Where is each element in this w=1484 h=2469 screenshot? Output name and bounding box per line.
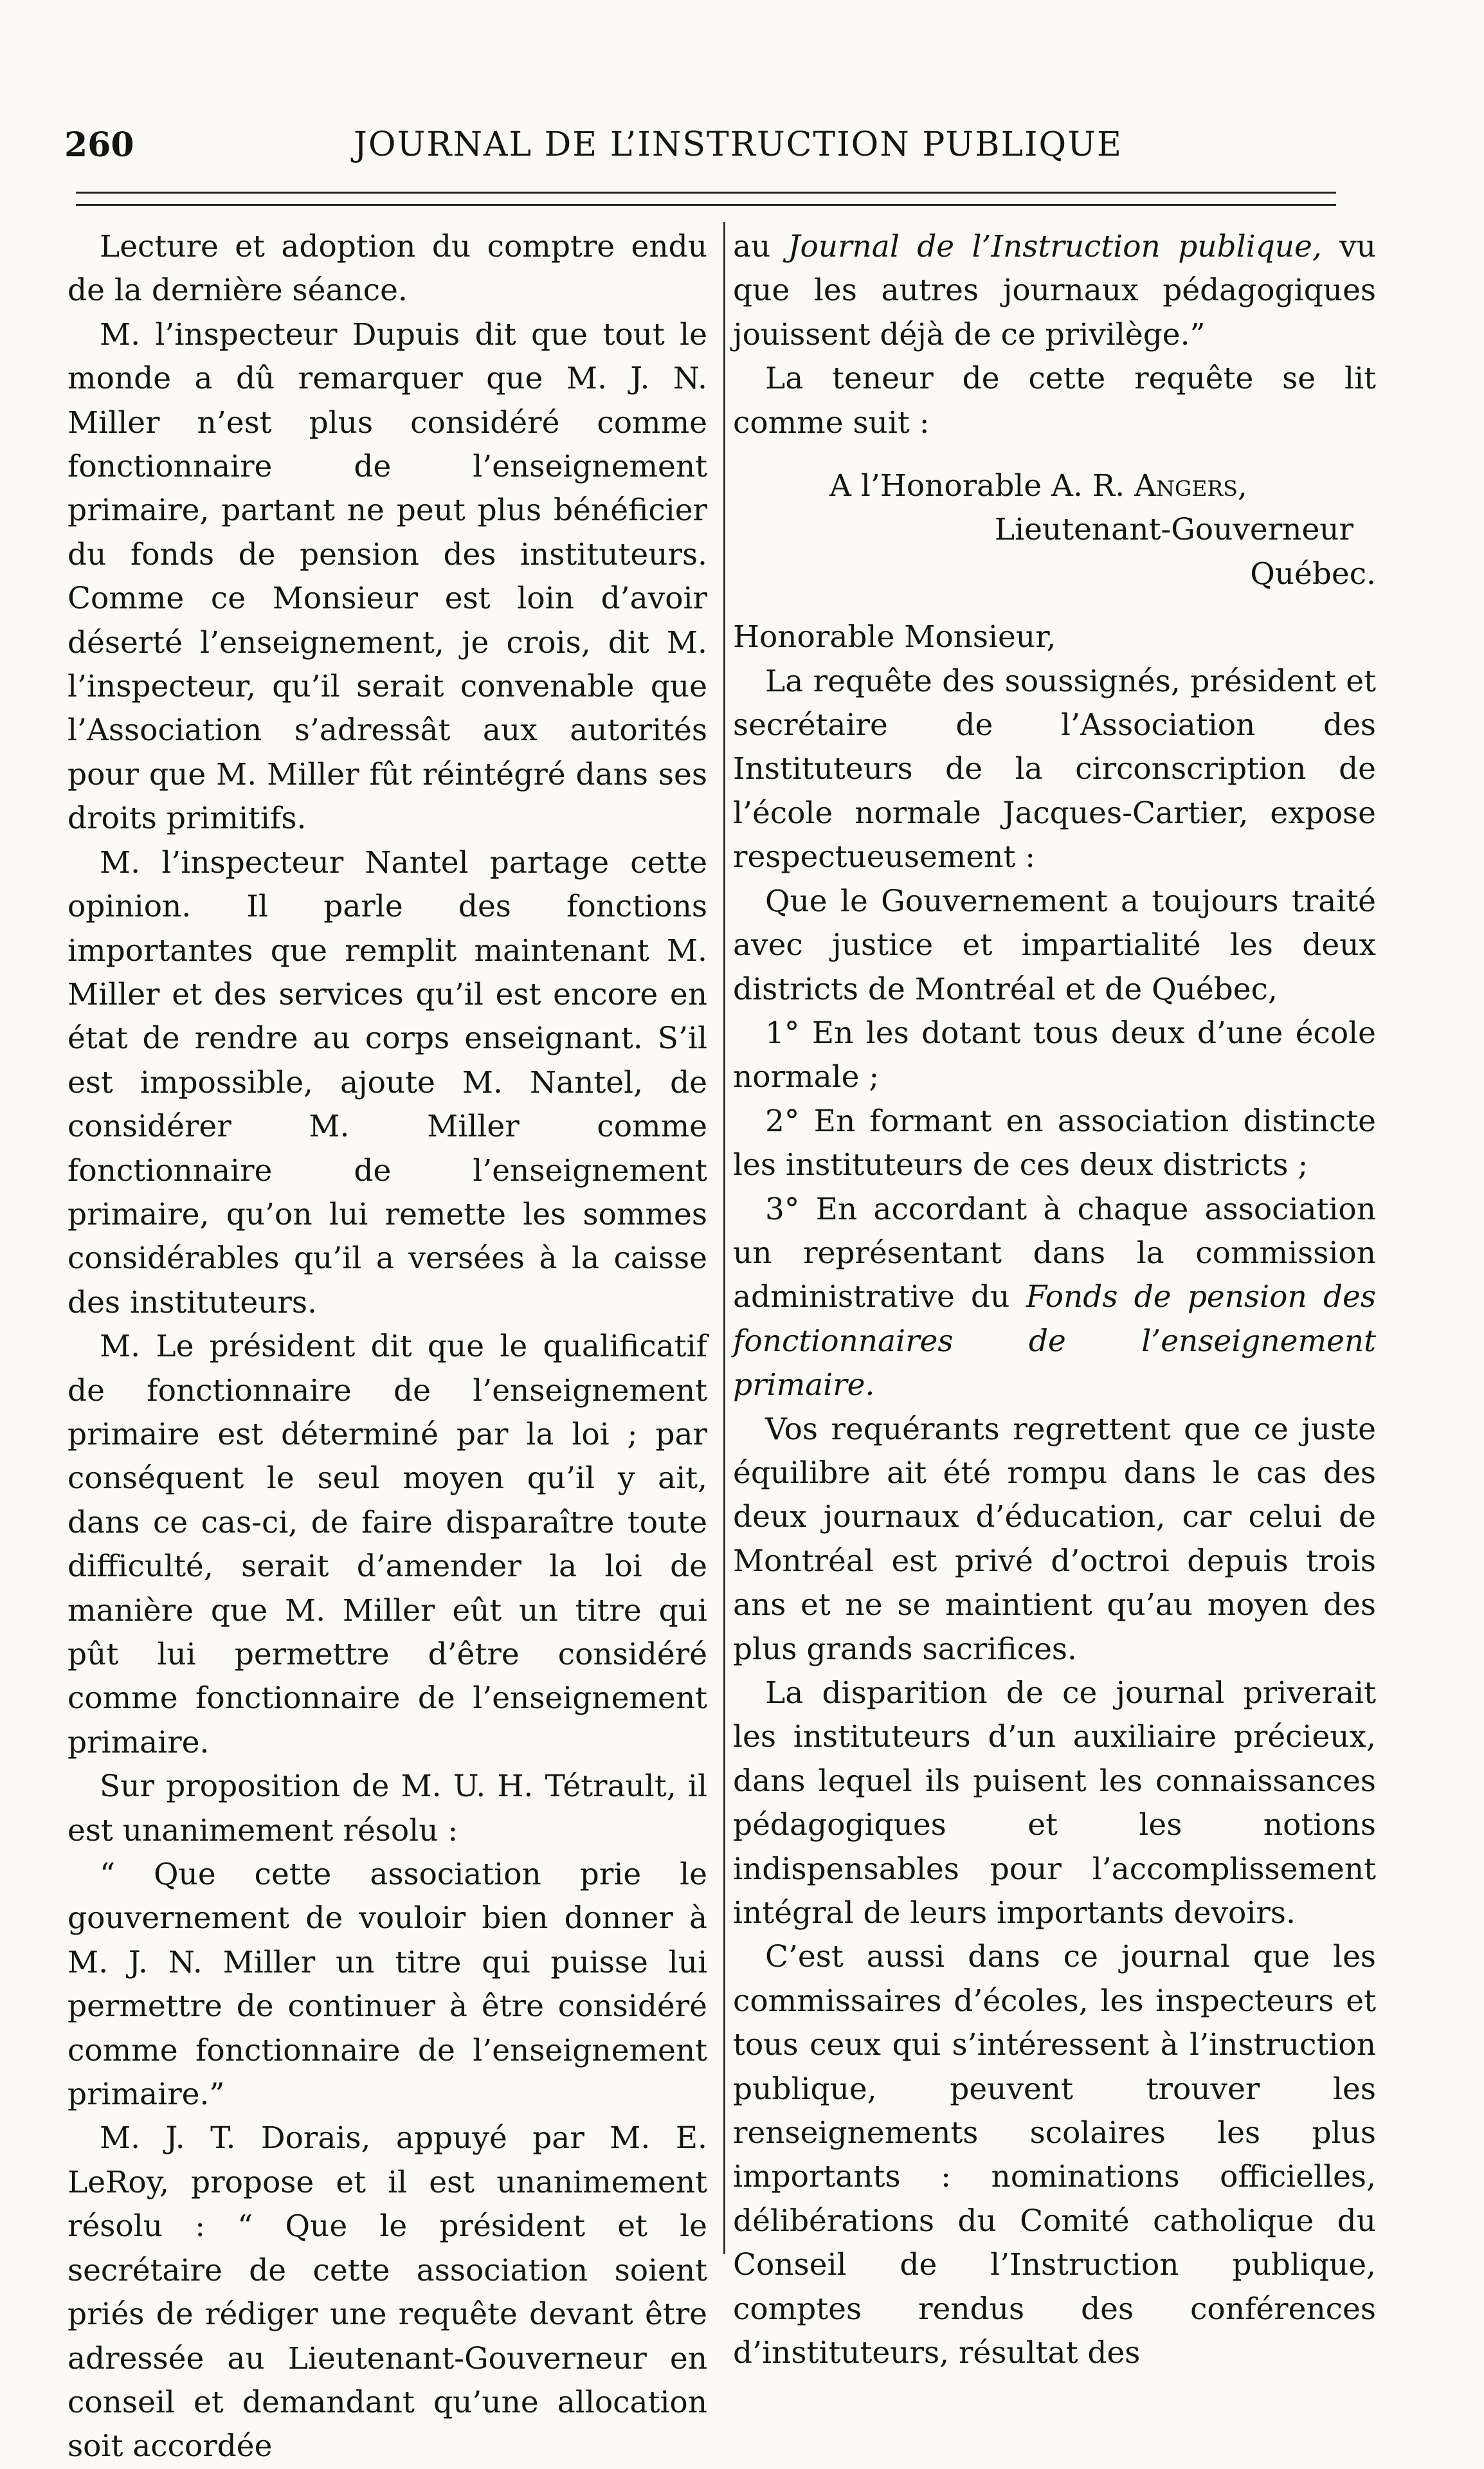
address-place: Québec. (1250, 556, 1376, 592)
paragraph (733, 225, 1376, 357)
paragraph: 2° En formant en association distincte les instituteurs de ces deux districts ; (733, 1103, 1376, 1183)
text-run: 3° En accordant à chaque association un représentant dans la commission administrative du (733, 1191, 1376, 1315)
page-header (64, 125, 1350, 177)
fund-name: Fonds de pension des fonctionnaires de l’enseignement primaire. (733, 1279, 1376, 1403)
salutation: Honorable Monsieur, (733, 619, 1056, 655)
paragraph (733, 1188, 1376, 1408)
text-run: vu que les autres journaux pédagogiques jouissent déjà de ce privilège.” (733, 229, 1376, 352)
running-title: JOURNAL DE L’INSTRUCTION PUBLIQUE (354, 125, 1123, 164)
paragraph: Vos requérants regrettent que ce juste équilibre ait été rompu dans le cas des deux journaux d’éducation, car celui de Montréal est privé d’octroi depuis trois ans et ne se maintient qu’au moyen des plus grands sacrifices. (733, 1411, 1376, 1667)
text-run: au (733, 229, 788, 264)
paragraph: Que le Gouvernement a toujours traité avec justice et impartialité les deux districts de Montréal et de Québec, (733, 883, 1376, 1007)
right-column (733, 225, 1376, 2376)
paragraph: Lecture et adoption du comptre endu de la dernière séance. (68, 229, 707, 309)
paragraph: La disparition de ce journal priverait les instituteurs d’un auxiliaire précieux, dans lequel ils puisent les connaissances pédagogiques et les notions indispensables pour l’accomplissement intégral de leurs importants devoirs. (733, 1675, 1376, 1931)
address-title: Lieutenant-Gouverneur (994, 512, 1353, 548)
header-rule (76, 192, 1336, 206)
column-divider (723, 222, 725, 2254)
paragraph: 1° En les dotant tous deux d’une école normale ; (733, 1015, 1376, 1095)
paragraph: C’est aussi dans ce journal que les commissaires d’écoles, les inspecteurs et tous ceux qui s’intéressent à l’instruction publique, peuvent trouver les renseignements scolaires les plus importants : nominations officielles, délibérations du Comité catholique du Conseil de l’Instruction publique, comptes rendus des conférences d’instituteurs, résultat des (733, 1939, 1376, 2371)
paragraph: M. l’inspecteur Dupuis dit que tout le monde a dû remarquer que M. J. N. Miller n’est plus considéré comme fonctionnaire de l’enseignement primaire, partant ne peut plus bénéficier du fonds de pension des instituteurs. Comme ce Monsieur est loin d’avoir déserté l’enseignement, je crois, dit M. l’inspecteur, qu’il serait convenable que l’Association s’adressât aux autorités pour que M. Miller fût réintégré dans ses droits primitifs. (68, 316, 707, 837)
address-to: A l’Honorable A. R. (829, 468, 1135, 504)
page-number: 260 (64, 125, 134, 165)
spacer (733, 445, 1376, 464)
spacer (733, 596, 1376, 615)
paragraph: M. l’inspecteur Nantel partage cette opinion. Il parle des fonctions importantes que remplit maintenant M. Miller et des services qu’il est encore en état de rendre au corps enseignant. S’il est impossible, ajoute M. Nantel, de considérer M. Miller comme fonctionnaire de l’enseignement primaire, qu’on lui remette les sommes considérables qu’il a versées à la caisse des instituteurs. (68, 844, 707, 1320)
paragraph: M. Le président dit que le qualificatif de fonctionnaire de l’enseignement primaire est déterminé par la loi ; par conséquent le seul moyen qu’il y ait, dans ce cas-ci, de faire disparaître toute difficulté, serait d’amender la loi de manière que M. Miller eût un titre qui pût lui permettre d’être considéré comme fonctionnaire de l’enseignement primaire. (68, 1329, 707, 1760)
paragraph: La teneur de cette requête se lit comme suit : (733, 361, 1376, 441)
address-recipient (733, 464, 1376, 508)
paragraph: Sur proposition de M. U. H. Tétrault, il est unanimement résolu : (68, 1769, 707, 1848)
paragraph: La requête des soussignés, président et secrétaire de l’Association des Instituteurs de la circonscription de l’école normale Jacques-Cartier, expose respectueusement : (733, 663, 1376, 875)
journal-name: Journal de l’Instruction publique, (788, 229, 1322, 264)
paragraph: M. J. T. Dorais, appuyé par M. E. LeRoy, propose et il est unanimement résolu : “ Que le président et le secrétaire de cette association soient priés de rédiger une requête devant être adressée au Lieutenant-Gouverneur en conseil et demandant qu’une allocation soit accordée (68, 2120, 707, 2464)
left-column (68, 225, 707, 2469)
paragraph: “ Que cette association prie le gouvernement de vouloir bien donner à M. J. N. Miller un titre qui puisse lui permettre de continuer à être considéré comme fonctionnaire de l’enseignement primaire.” (68, 1857, 707, 2113)
recipient-name: Angers, (1134, 468, 1247, 504)
